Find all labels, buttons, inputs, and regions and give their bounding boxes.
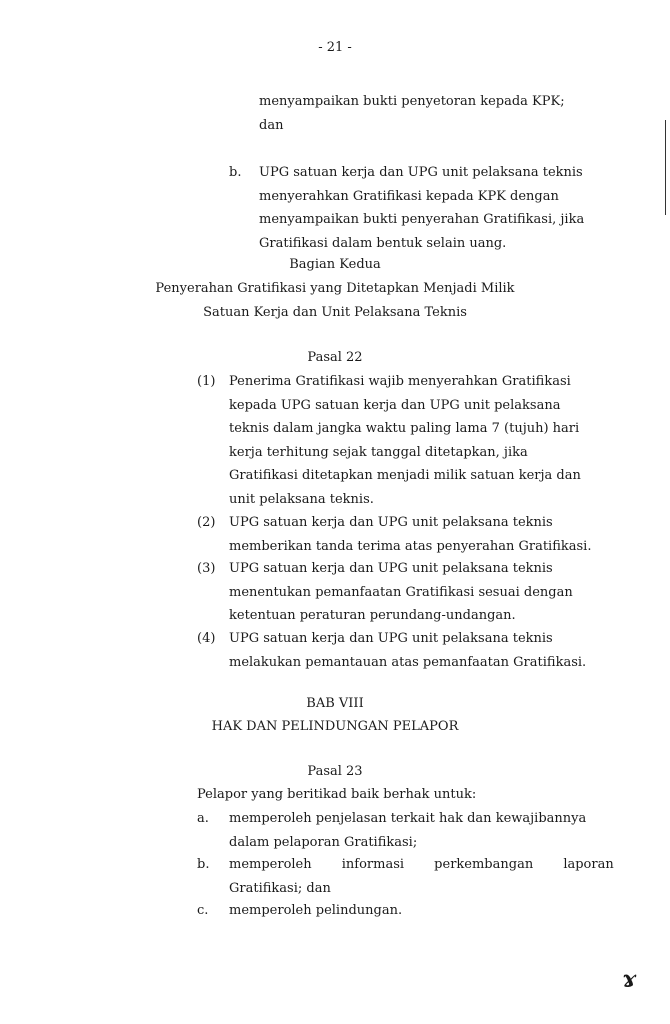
- list-marker: (3): [197, 561, 216, 576]
- chapter-title: BAB VIII: [306, 696, 364, 711]
- article-paragraph: [229, 627, 586, 674]
- page-number: - 21 -: [318, 40, 352, 55]
- text-line: [259, 90, 585, 114]
- article-title: Pasal 23: [307, 764, 363, 779]
- text-line: memperoleh pelindungan.: [229, 903, 403, 918]
- text-line: unit pelaksana teknis.: [229, 491, 374, 507]
- text-line: UPG satuan kerja dan UPG unit pelaksana teknis: [229, 561, 553, 576]
- article-paragraph: [229, 557, 586, 628]
- list-marker: b.: [197, 857, 210, 872]
- text-line: ketentuan peraturan perundang-undangan.: [229, 608, 516, 623]
- article-paragraph: [229, 370, 586, 511]
- list-item: [229, 807, 586, 854]
- article-intro: [197, 783, 586, 807]
- list-item-b: [259, 161, 585, 255]
- list-marker: c.: [197, 903, 209, 918]
- text-line: teknis dalam jangka waktu paling lama 7 (tujuh) hari: [229, 421, 580, 436]
- list-item: [229, 899, 586, 923]
- text-line: UPG satuan kerja dan UPG unit pelaksana teknis: [229, 631, 553, 646]
- text-line: kerja terhitung sejak tanggal ditetapkan, jika: [229, 444, 528, 460]
- text-line: menyerahkan Gratifikasi kepada KPK dengan: [259, 188, 559, 204]
- paraf-signature-icon: ɤ: [622, 966, 636, 992]
- list-marker: (2): [197, 515, 216, 530]
- text-line: memperoleh penjelasan terkait hak dan kewajibannya: [229, 811, 587, 826]
- text-line: melakukan pemantauan atas pemanfaatan Gratifikasi.: [229, 654, 587, 670]
- text-line: Gratifikasi ditetapkan menjadi milik satuan kerja dan: [229, 468, 581, 483]
- intro-continuation: [259, 90, 585, 137]
- text-line: Gratifikasi; dan: [229, 880, 331, 896]
- scan-edge-mark: [665, 120, 666, 215]
- list-marker: (4): [197, 631, 216, 646]
- text-line: kepada UPG satuan kerja dan UPG unit pelaksana: [229, 397, 561, 413]
- text-line: Penerima Gratifikasi wajib menyerahkan Gratifikasi: [229, 374, 571, 389]
- text-line: menyampaikan bukti penyerahan Gratifikasi, jika: [259, 212, 585, 227]
- text-line: UPG satuan kerja dan UPG unit pelaksana teknis: [259, 165, 583, 180]
- text-line: dalam pelaporan Gratifikasi;: [229, 834, 418, 850]
- text-line: Gratifikasi dalam bentuk selain uang.: [259, 235, 507, 251]
- text-line: memberikan tanda terima atas penyerahan Gratifikasi.: [229, 538, 592, 554]
- text-line: Pelapor yang beritikad baik berhak untuk:: [197, 787, 477, 802]
- text-line: UPG satuan kerja dan UPG unit pelaksana teknis: [229, 515, 553, 530]
- text-line: menentukan pemanfaatan Gratifikasi sesuai dengan: [229, 584, 573, 600]
- section-subtitle-line: Penyerahan Gratifikasi yang Ditetapkan Menjadi Milik: [155, 281, 515, 296]
- article-title: Pasal 22: [307, 350, 363, 365]
- section-subtitle-line: Satuan Kerja dan Unit Pelaksana Teknis: [203, 305, 467, 320]
- section-title: Bagian Kedua: [289, 257, 381, 272]
- list-item: [229, 853, 614, 900]
- text-line: memperoleh informasi perkembangan laporan: [229, 857, 614, 872]
- article-paragraph: [229, 511, 592, 558]
- list-marker: (1): [197, 374, 216, 389]
- text-line: dan: [259, 117, 284, 133]
- list-marker: a.: [197, 811, 209, 826]
- text-word: menyampaikan bukti penyetoran kepada KPK;: [259, 94, 565, 109]
- list-marker: b.: [229, 165, 242, 180]
- chapter-subtitle: HAK DAN PELINDUNGAN PELAPOR: [211, 719, 459, 734]
